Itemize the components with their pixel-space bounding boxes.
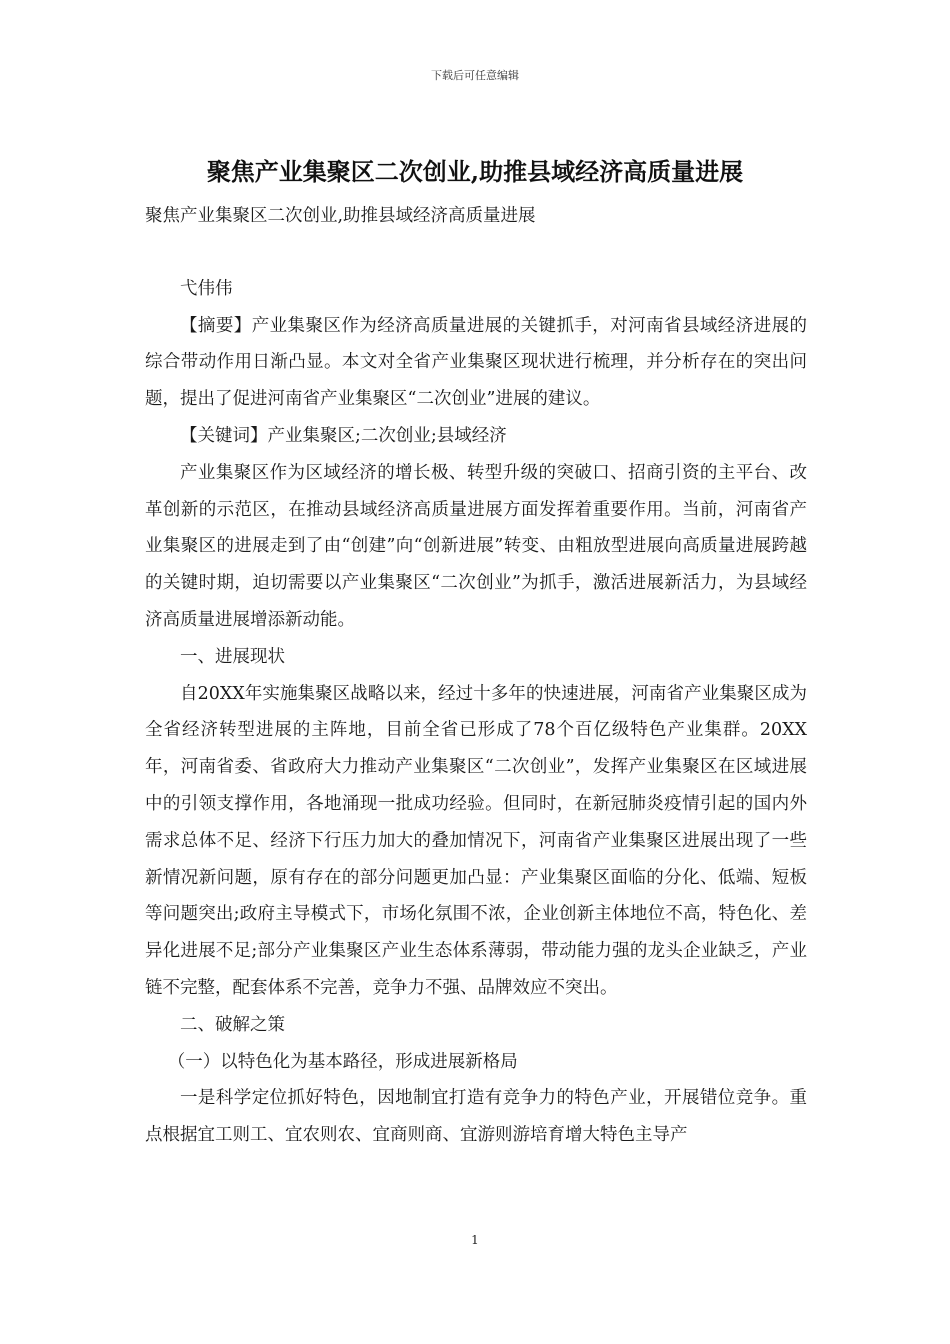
document-title: 聚焦产业集聚区二次创业,助推县域经济高质量进展 — [206, 157, 744, 186]
document-body — [145, 198, 807, 1154]
abstract-paragraph: 【摘要】产业集聚区作为经济高质量进展的关键抓手，对河南省县域经济进展的综合带动作用日渐凸显。本文对全省产业集聚区现状进行梳理，并分析存在的突出问题，提出了促进河南省产业集聚区“二次创业”进展的建议。 — [145, 315, 807, 410]
section-heading-2: 二、破解之策 — [180, 1014, 285, 1035]
section-1-paragraph: 自20XX年实施集聚区战略以来，经过十多年的快速进展，河南省产业集聚区成为全省经济转型进展的主阵地，目前全省已形成了78个百亿级特色产业集群。20XX年，河南省委、省政府大力推动产业集聚区“二次创业”，发挥产业集聚区在区域进展中的引领支撑作用，各地涌现一批成功经验。但同时，在新冠肺炎疫情引起的国内外需求总体不足、经济下行压力加大的叠加情况下，河南省产业集聚区进展出现了一些新情况新问题，原有存在的部分问题更加凸显：产业集聚区面临的分化、低端、短板等问题突出;政府主导模式下，市场化氛围不浓，企业创新主体地位不高，特色化、差异化进展不足;部分产业集聚区产业生态体系薄弱，带动能力强的龙头企业缺乏，产业链不完整，配套体系不完善，竞争力不强、品牌效应不突出。 — [145, 683, 807, 998]
blank-line — [145, 235, 807, 271]
section-heading-1: 一、进展现状 — [180, 646, 285, 667]
intro-paragraph: 产业集聚区作为区域经济的增长极、转型升级的突破口、招商引资的主平台、改革创新的示范区，在推动县域经济高质量进展方面发挥着重要作用。当前，河南省产业集聚区的进展走到了由“创建”向“创新进展”转变、由粗放型进展向高质量进展跨越的关键时期，迫切需要以产业集聚区“二次创业”为抓手，激活进展新活力，为县域经济高质量进展增添新动能。 — [145, 462, 807, 630]
subsection-1-paragraph: 一是科学定位抓好特色，因地制宜打造有竞争力的特色产业，开展错位竞争。重点根据宜工则工、宜农则农、宜商则商、宜游则游培育增大特色主导产 — [145, 1088, 807, 1146]
document-subtitle: 聚焦产业集聚区二次创业,助推县域经济高质量进展 — [145, 206, 536, 226]
page-number: 1 — [471, 1233, 479, 1247]
header-note: 下载后可任意编辑 — [431, 69, 519, 82]
author-name: 弋伟伟 — [180, 278, 233, 299]
subsection-heading-1: （一）以特色化为基本路径，形成进展新格局 — [167, 1051, 518, 1072]
keywords-paragraph: 【关键词】产业集聚区;二次创业;县域经济 — [180, 425, 507, 446]
